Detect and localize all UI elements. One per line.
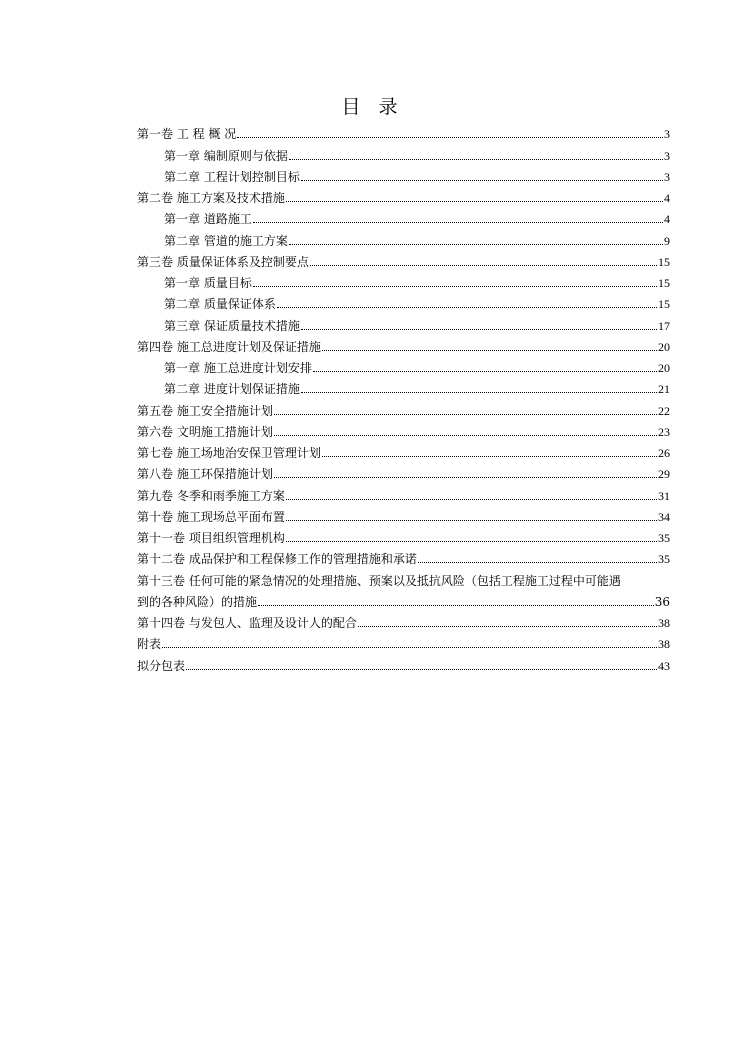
toc-entry-label: 第九卷 冬季和雨季施工方案 (137, 488, 285, 503)
toc-entry[interactable] (137, 418, 670, 439)
toc-leader-dots (274, 414, 657, 415)
toc-entry-label: 第一卷 工 程 概 况 (137, 127, 237, 142)
toc-entry-page: 15 (658, 276, 670, 290)
toc-entry[interactable] (137, 248, 670, 269)
toc-entry-page: 43 (658, 658, 670, 673)
toc-entry[interactable] (137, 439, 670, 460)
toc-entry[interactable] (137, 481, 670, 502)
toc-entry[interactable] (137, 120, 670, 141)
toc-leader-dots (286, 541, 657, 542)
toc-entry-label: 第二章 进度计划保证措施 (164, 382, 300, 397)
toc-entry-page: 3 (664, 169, 670, 184)
toc-entry-page: 35 (658, 552, 670, 567)
toc-entry-label: 第八卷 施工环保措施计划 (137, 467, 273, 482)
toc-entry-page: 26 (658, 446, 670, 460)
toc-entry-page: 9 (664, 233, 670, 248)
toc-leader-dots (286, 499, 657, 500)
toc-entry-label: 第四卷 施工总进度计划及保证措施 (137, 339, 321, 354)
toc-entry-label: 第十二卷 成品保护和工程保修工作的管理措施和承诺 (137, 552, 417, 567)
toc-leader-dots (277, 307, 657, 308)
page-title: 目 录 (341, 96, 404, 118)
toc-entry-page: 38 (658, 616, 670, 630)
toc-entry-page: 15 (658, 254, 670, 269)
toc-entry-page: 35 (658, 531, 670, 545)
toc-entry-label: 第六卷 文明施工措施计划 (137, 424, 273, 439)
toc-entry-label: 第二章 工程计划控制目标 (164, 169, 300, 184)
toc-entry-page: 20 (658, 339, 670, 354)
toc-entry-page: 34 (658, 509, 670, 524)
toc-entry-label: 第二章 管道的施工方案 (164, 233, 288, 248)
toc-leader-dots (301, 180, 663, 181)
toc-entry-label: 第七卷 施工场地治安保卫管理计划 (137, 446, 321, 460)
toc-entry[interactable] (137, 651, 670, 672)
toc-entry[interactable] (137, 163, 670, 184)
toc-entry-page: 21 (658, 382, 670, 397)
toc-entry[interactable] (137, 503, 670, 524)
toc-entry-page: 22 (658, 403, 670, 418)
toc-entry-page: 4 (664, 191, 670, 205)
toc-entry[interactable] (137, 269, 670, 290)
toc-entry[interactable] (137, 524, 670, 545)
toc-leader-dots (313, 371, 657, 372)
toc-leader-dots (237, 137, 663, 138)
toc-entry-wrapped[interactable] (137, 566, 670, 609)
toc-entry-page: 36 (654, 594, 670, 609)
table-of-contents (137, 120, 670, 673)
toc-leader-dots (289, 159, 663, 160)
toc-entry[interactable] (137, 333, 670, 354)
toc-leader-dots (253, 286, 657, 287)
toc-entry-label: 第十一卷 项目组织管理机构 (137, 531, 285, 545)
toc-leader-dots (310, 265, 657, 266)
toc-entry[interactable] (137, 311, 670, 332)
toc-leader-dots (186, 669, 657, 670)
toc-entry-page: 38 (658, 637, 670, 652)
toc-leader-dots (322, 350, 657, 351)
toc-leader-dots (358, 626, 657, 627)
toc-entry-label: 拟分包表 (137, 658, 186, 673)
toc-entry-page: 3 (664, 148, 670, 163)
toc-leader-dots (286, 201, 663, 202)
toc-leader-dots (301, 329, 657, 330)
toc-entry[interactable] (137, 205, 670, 226)
toc-leader-dots (418, 562, 657, 563)
toc-entry-label: 第十卷 施工现场总平面布置 (137, 509, 285, 524)
toc-entry[interactable] (137, 226, 670, 247)
toc-entry-label: 第二卷 施工方案及技术措施 (137, 191, 285, 205)
toc-entry-page: 15 (658, 297, 670, 312)
toc-entry[interactable] (137, 290, 670, 311)
toc-entry[interactable] (137, 354, 670, 375)
toc-entry-label: 第三章 保证质量技术措施 (164, 318, 300, 333)
toc-entry-page: 29 (658, 467, 670, 482)
toc-entry-label: 第一章 质量目标 (164, 276, 252, 290)
toc-leader-dots (162, 647, 657, 648)
toc-entry[interactable] (137, 609, 670, 630)
toc-leader-dots (274, 435, 657, 436)
toc-entry-label: 第二章 质量保证体系 (164, 297, 276, 312)
toc-entry-label-line2: 到的各种风险）的措施 (137, 594, 258, 609)
toc-entry-label: 第一章 道路施工 (164, 212, 252, 227)
toc-leader-dots (289, 244, 663, 245)
toc-leader-dots (253, 222, 663, 223)
toc-entry-label: 第三卷 质量保证体系及控制要点 (137, 254, 309, 269)
toc-leader-dots (301, 392, 657, 393)
toc-entry[interactable] (137, 141, 670, 162)
toc-leader-dots (286, 520, 657, 521)
toc-entry-label: 第一章 编制原则与依据 (164, 148, 288, 163)
toc-leader-dots (322, 456, 657, 457)
toc-entry-page: 20 (658, 361, 670, 375)
toc-entry-page: 4 (664, 212, 670, 227)
toc-entry-page: 3 (664, 127, 670, 142)
toc-entry[interactable] (137, 396, 670, 417)
toc-entry[interactable] (137, 630, 670, 651)
toc-entry-page: 23 (658, 424, 670, 439)
toc-entry-label: 第一章 施工总进度计划安排 (164, 361, 312, 375)
toc-entry[interactable] (137, 545, 670, 566)
toc-entry-label: 附表 (137, 637, 162, 652)
toc-leader-dots (258, 605, 654, 606)
toc-entry[interactable] (137, 460, 670, 481)
toc-entry[interactable] (137, 184, 670, 205)
toc-leader-dots (274, 477, 657, 478)
toc-entry-label: 第十四卷 与发包人、监理及设计人的配合 (137, 616, 357, 630)
toc-entry-page: 17 (658, 318, 670, 333)
toc-entry-label: 第五卷 施工安全措施计划 (137, 403, 273, 418)
toc-entry-page: 31 (658, 488, 670, 503)
toc-entry[interactable] (137, 375, 670, 396)
toc-entry-label-line1: 第十三卷 任何可能的紧急情况的处理措施、预案以及抵抗风险（包括工程施工过程中可能遇 (137, 573, 621, 588)
